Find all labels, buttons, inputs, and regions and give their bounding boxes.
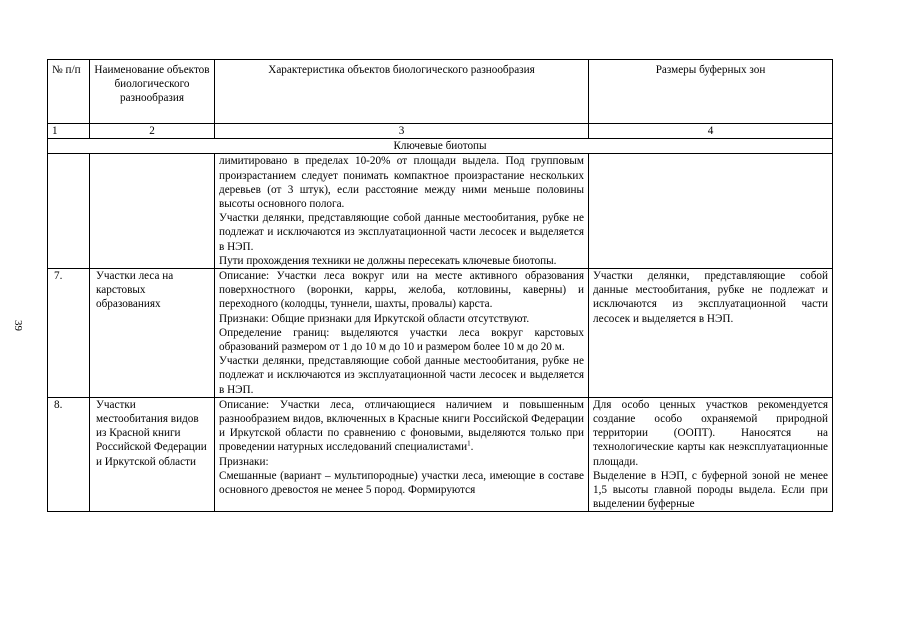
table-row	[48, 154, 833, 269]
footnote-marker: 1	[467, 439, 471, 448]
table-row	[48, 397, 833, 512]
header-name: Наименование объектов биологического разнообразия	[90, 60, 215, 124]
paragraph-text: Описание: Участки леса, отличающиеся наличием и повышенным разнообразием видов, включенных в Красные книги Российской Федерации и Иркутской области по сравнению с фоновыми, выделяются только при проведении натурных исследований специалистами	[219, 398, 584, 454]
cell-buffer	[589, 397, 833, 512]
paragraph: Определение границ: выделяются участки леса вокруг карстовых образований размером от 1 до 10 м до 10 и размером более 10 м до 20 м.	[219, 326, 584, 354]
header-num: № п/п	[48, 60, 90, 124]
column-number: 2	[90, 124, 215, 139]
page-number: 39	[12, 320, 24, 331]
cell-characteristic	[215, 269, 589, 398]
paragraph: Пути прохождения техники не должны пересекать ключевые биотопы.	[219, 254, 557, 267]
paragraph-end: .	[470, 441, 474, 454]
paragraph: Участки делянки, представляющие собой данные местообитания, рубке не подлежат и исключаются из эксплуатационной части лесосек и выделяется в НЭП.	[219, 355, 584, 396]
paragraph: Признаки:	[219, 455, 269, 468]
cell-buffer	[589, 154, 833, 269]
paragraph: Для особо ценных участков рекомендуется создание особо охраняемой природной территории (ООПТ). Наносятся на технологические карты как неэксплуатационные площади.	[593, 398, 828, 468]
cell-characteristic	[215, 397, 589, 512]
paragraph: Участки делянки, представляющие собой данные местообитания, рубке не подлежат и исключаются из эксплуатационной части лесосек и выделяется в НЭП.	[593, 270, 828, 325]
paragraph: Участки делянки, представляющие собой данные местообитания, рубке не подлежат и исключаются из эксплуатационной части лесосек и выделяется в НЭП.	[219, 212, 584, 253]
paragraph: лимитировано в пределах 10-20% от площади выдела. Под групповым произрастанием следует понимать компактное произрастание нескольких деревьев (от 3 штук), если расстояние между ними меньше половины высоты основного полога.	[219, 155, 584, 211]
column-number: 3	[215, 124, 589, 139]
header-characteristic: Характеристика объектов биологического разнообразия	[215, 60, 589, 124]
paragraph: Признаки: Общие признаки для Иркутской области отсутствуют.	[219, 312, 530, 325]
table-row	[48, 269, 833, 398]
cell-name: Участки местообитания видов из Красной книги Российской Федерации и Иркутской области	[90, 397, 215, 512]
paragraph: Смешанные (вариант – мультипородные) участки леса, имеющие в составе основного древостоя не менее 5 пород. Формируются	[219, 469, 584, 497]
header-row	[48, 60, 833, 124]
column-number: 1	[48, 124, 90, 139]
column-number: 4	[589, 124, 833, 139]
paragraph: Выделение в НЭП, с буферной зоной не менее 1,5 высоты главной породы выдела. Если при выделении буферные	[593, 469, 828, 511]
cell-num: 7.	[48, 269, 90, 398]
cell-num	[48, 154, 90, 269]
column-number-row	[48, 124, 833, 139]
header-buffer: Размеры буферных зон	[589, 60, 833, 124]
cell-name: Участки леса на карстовых образованиях	[90, 269, 215, 398]
section-row	[48, 139, 833, 154]
paragraph	[219, 398, 584, 455]
cell-num: 8.	[48, 397, 90, 512]
cell-characteristic	[215, 154, 589, 269]
cell-buffer	[589, 269, 833, 398]
paragraph: Описание: Участки леса вокруг или на месте активного образования поверхностного (воронки, карры, желоба, котловины, каверны) и переходного (колодцы, туннели, шахты, провалы) карста.	[219, 270, 584, 311]
section-title: Ключевые биотопы	[48, 139, 833, 154]
biodiversity-table	[47, 59, 833, 512]
cell-name	[90, 154, 215, 269]
